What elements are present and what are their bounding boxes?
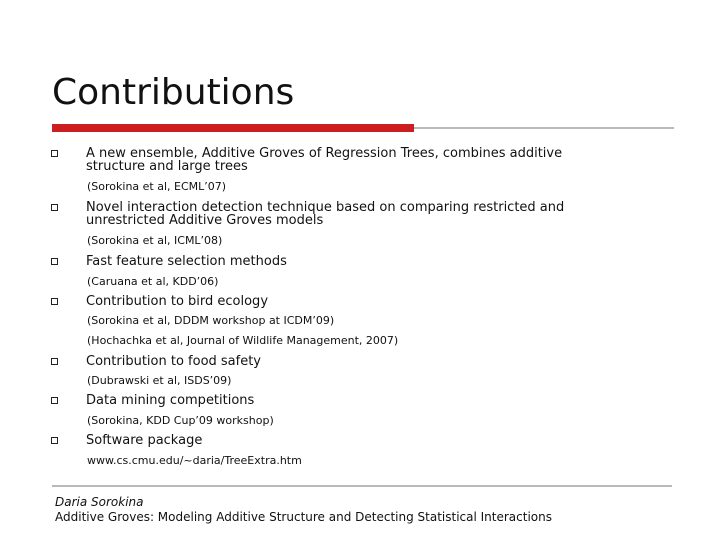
item-text-line: Data mining competitions [86, 393, 255, 408]
item-reference: (Caruana et al, KDD’06) [87, 275, 219, 288]
slide-title: Contributions [52, 72, 295, 113]
item-reference: (Sorokina et al, ICML’08) [87, 234, 223, 247]
footer-author: Daria Sorokina [55, 495, 144, 509]
item-text [86, 201, 646, 227]
item-text-line: Software package [86, 433, 203, 448]
title-accent-bar [52, 124, 414, 132]
item-text [86, 295, 646, 308]
item-text [86, 434, 646, 447]
item-text-line: unrestricted Additive Groves models [86, 213, 324, 228]
item-reference: (Hochachka et al, Journal of Wildlife Management, 2007) [87, 334, 399, 347]
item-text [86, 255, 646, 268]
hollow-square-icon [51, 204, 58, 211]
hollow-square-icon [51, 298, 58, 305]
item-text [86, 147, 646, 173]
software-url-link[interactable]: www.cs.cmu.edu/~daria/TreeExtra.htm [87, 454, 302, 467]
item-text [86, 355, 646, 368]
footer-rule [52, 485, 672, 487]
item-text [86, 394, 646, 407]
hollow-square-icon [51, 358, 58, 365]
item-text-line: Contribution to bird ecology [86, 294, 269, 309]
item-text-line: structure and large trees [86, 159, 248, 174]
item-reference: (Sorokina, KDD Cup’09 workshop) [87, 414, 274, 427]
item-text-line: Contribution to food safety [86, 354, 262, 369]
item-reference: (Sorokina et al, ECML’07) [87, 180, 227, 193]
hollow-square-icon [51, 437, 58, 444]
item-reference: (Dubrawski et al, ISDS’09) [87, 374, 232, 387]
hollow-square-icon [51, 258, 58, 265]
item-reference: (Sorokina et al, DDDM workshop at ICDM’09) [87, 314, 335, 327]
item-text-line: A new ensemble, Additive Groves of Regression Trees, combines additive [86, 146, 563, 161]
item-text-line: Novel interaction detection technique based on comparing restricted and [86, 200, 565, 215]
item-text-line: Fast feature selection methods [86, 254, 287, 269]
hollow-square-icon [51, 397, 58, 404]
footer-subtitle: Additive Groves: Modeling Additive Structure and Detecting Statistical Interactions [55, 510, 552, 524]
hollow-square-icon [51, 150, 58, 157]
title-rule [414, 127, 674, 129]
